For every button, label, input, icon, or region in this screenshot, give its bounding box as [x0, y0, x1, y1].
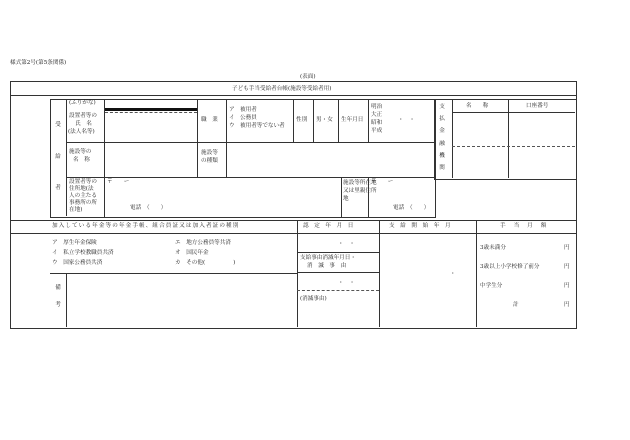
certification-date-dots: ・ ・ [338, 241, 355, 247]
termination-date-header-1: 支給事由消滅年月日・ [300, 255, 356, 261]
owner-address-label-4: 事務所の所 [69, 200, 97, 206]
remarks-label-2: 考 [55, 302, 61, 308]
pension-chiho: エ 地方公務員等共済 [175, 240, 231, 246]
owner-address-label-2: 住所地(法 [69, 186, 94, 192]
owner-name-label-1: 設置者等の [69, 113, 97, 119]
occupation-employee: 被用者 [240, 107, 257, 113]
pension-kokka: ウ 国家公務員共済 [52, 260, 103, 266]
birth-date-dots: ・ ・ [398, 117, 415, 123]
recipient-side-label-3: 者 [55, 185, 61, 191]
bank-label-4: 融 [439, 141, 445, 147]
era-heisei: 平成 [371, 128, 383, 134]
occupation-prefix-a: ア [229, 107, 235, 113]
owner-name-label-2: 氏 名 [75, 121, 92, 127]
facility-address-label-3: 地 [343, 196, 349, 202]
sex-label: 性別 [296, 117, 308, 123]
birth-date-label: 生年月日 [341, 117, 364, 123]
allowance-total-unit: 円 [564, 302, 570, 308]
owner-address-label-1: 設置者等の [69, 179, 97, 185]
facility-type-label-2: の種類 [201, 158, 218, 164]
bank-label-6: 関 [439, 165, 445, 171]
allowance-total-label: 計 [513, 302, 519, 308]
bank-account-header: 口座番号 [526, 103, 549, 109]
redaction-bar [105, 108, 197, 111]
facility-phone: 電話 （ ） [393, 205, 430, 211]
form-reference: 様式第2号(第5条関係) [10, 60, 67, 66]
era-meiji: 明治 [371, 104, 383, 110]
allowance-under3-label: 3歳未満分 [480, 245, 506, 251]
bank-label-1: 支 [439, 104, 445, 110]
facility-type-label-1: 施設等 [201, 150, 218, 156]
termination-date-dots: ・ ・ [338, 280, 355, 286]
era-showa: 昭和 [371, 120, 383, 126]
termination-reason-note: (消滅事由) [300, 296, 327, 302]
occupation-non-employee: 被用者等でない者 [240, 123, 285, 129]
occupation-prefix-i: イ [229, 115, 235, 121]
facility-postal-mark: 〒 ー [371, 179, 394, 185]
pension-header: 加入している年金等の年金手帳、組合員証又は加入者証の種別 [52, 223, 240, 229]
allowance-preschool-unit: 円 [564, 264, 570, 270]
recipient-side-label-1: 受 [55, 122, 61, 128]
pension-other: カ その他( ) [175, 260, 236, 266]
bank-label-2: 払 [439, 116, 445, 122]
owner-name-label-3: (法人名等) [68, 129, 95, 135]
owner-address-label-5: 在地) [69, 207, 83, 213]
facility-address-label-2: 又は里親住所 [343, 188, 377, 194]
bank-label-5: 機 [439, 153, 445, 159]
facility-name-label-2: 名 称 [73, 157, 90, 163]
side-label: (表面) [300, 74, 316, 80]
occupation-prefix-u: ウ [229, 123, 235, 129]
occupation-public-servant: 公務員 [240, 115, 257, 121]
era-taisho: 大正 [371, 112, 383, 118]
payment-start-header: 支 給 開 始 年 月 [389, 223, 451, 229]
owner-address-label-3: 人の主たる [69, 193, 97, 199]
furigana-label: (ふりがな) [69, 100, 96, 106]
facility-address-label-1: 施設等所在地 [343, 180, 377, 186]
recipient-side-label-2: 給 [55, 154, 61, 160]
pension-kokumin: オ 国民年金 [175, 250, 209, 256]
facility-name-label-1: 施設等の [69, 149, 92, 155]
form-title: 子ども手当受給者台帳(施設等受給者用) [232, 86, 332, 92]
pension-shigaku: イ 私立学校教職員共済 [52, 250, 114, 256]
allowance-junior-high-unit: 円 [564, 283, 570, 289]
owner-postal-mark: 〒 ー [107, 179, 130, 185]
certification-date-header: 認 定 年 月 日 [303, 223, 354, 229]
sex-value: 男・女 [316, 117, 333, 123]
pension-kosei: ア 厚生年金保険 [52, 240, 97, 246]
remarks-label-1: 備 [55, 285, 61, 291]
owner-phone: 電話 （ ） [130, 205, 167, 211]
allowance-under3-unit: 円 [564, 245, 570, 251]
bank-name-header: 名 称 [466, 103, 489, 109]
termination-date-header-2: 消 滅 事 由 [307, 263, 347, 269]
allowance-junior-high-label: 中学生分 [480, 283, 503, 289]
allowance-preschool-label: 3歳以上小学校修了前分 [480, 264, 540, 270]
payment-start-dot: ・ [450, 271, 456, 277]
allowance-header: 手 当 月 額 [500, 223, 548, 229]
occupation-label: 職 業 [201, 117, 218, 123]
bank-label-3: 金 [439, 128, 445, 134]
